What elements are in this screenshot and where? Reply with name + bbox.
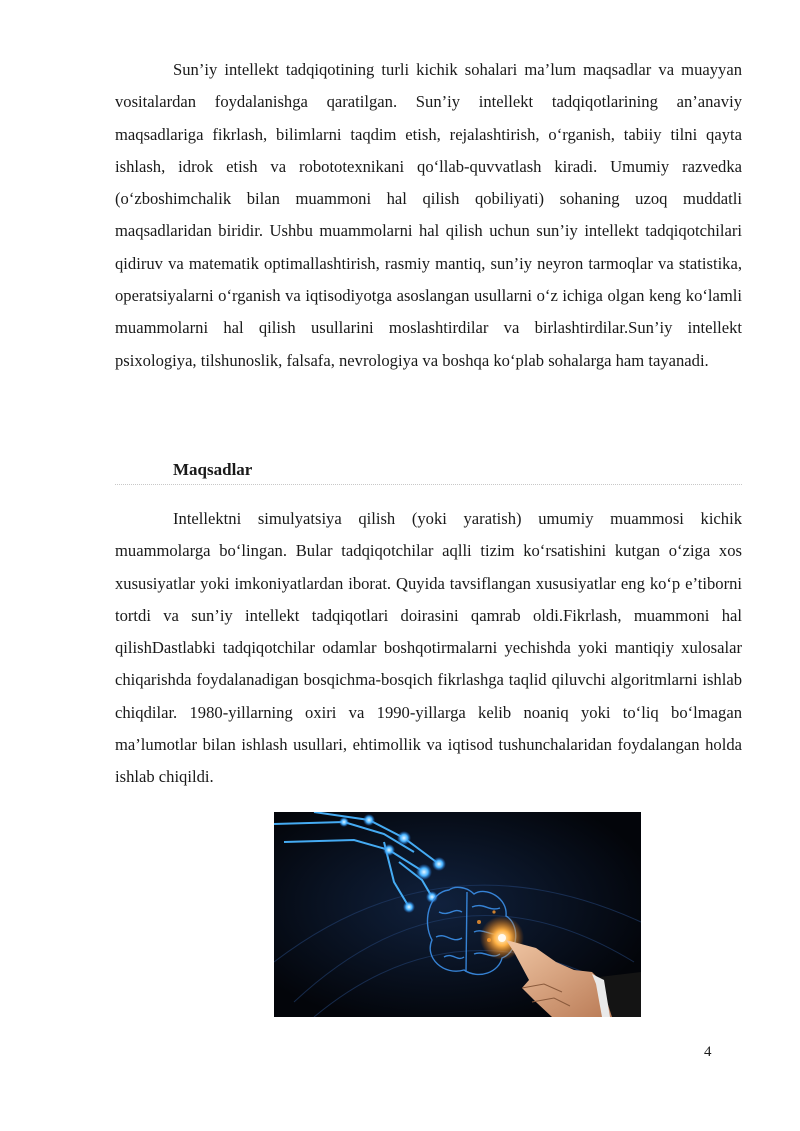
- ai-brain-illustration: [274, 812, 641, 1017]
- page-number: 4: [704, 1044, 712, 1060]
- paragraph-1-text: Sun’iy intellekt tadqiqotining turli kichik sohalari ma’lum maqsadlar va muayyan vositalardan foydalanishga qaratilgan. Sun’iy intellekt tadqiqotlarining an’anaviy maqsadlariga fikrlash, bilimlarni taqdim etish, rejalashtirish, o‘rganish, tabiiy tilni qayta ishlash, idrok etish va robototexnikani qo‘llab-quvvatlash kiradi. Umumiy razvedka (o‘zboshimchalik bilan muammoni hal qilish qobiliyati) sohaning uzoq muddatli maqsadlaridan biridir. Ushbu muammolarni hal qilish uchun sun’iy intellekt tadqiqotchilari qidiruv va matematik optimallashtirish, rasmiy mantiq, sun’iy neyron tarmoqlar va statistika, operatsiyalarni o‘rganish va iqtisodiyotga asoslangan usullarni o‘z ichiga olgan keng ko‘lamli muammolarni hal qilish usullarini moslashtirdilar va birlashtirdilar.Sun’iy intellekt psixologiya, tilshunoslik, falsafa, nevrologiya va boshqa ko‘plab sohalarga ham tayanadi.: [115, 60, 742, 370]
- heading-underline: [115, 484, 742, 485]
- section-heading: Maqsadlar: [173, 460, 253, 479]
- ai-brain-image: [274, 812, 641, 1017]
- paragraph-2-text: Intellektni simulyatsiya qilish (yoki yaratish) umumiy muammosi kichik muammolarga bo‘lingan. Bular tadqiqotchilar aqlli tizim ko‘rsatishini kutgan o‘ziga xos xususiyatlar yoki imkoniyatlardan iborat. Quyida tavsiflangan xususiyatlar eng ko‘p e’tiborni tortdi va sun’iy intellekt tadqiqotlari doirasini qamrab oldi.Fikrlash, muammoni hal qilishDastlabki tadqiqotchilar odamlar boshqotirmalarni yechishda yoki mantiqiy xulosalar chiqarishda foydalanadigan bosqichma-bosqich fikrlashga taqlid qiluvchi algoritmlarni ishlab chiqdilar. 1980-yillarning oxiri va 1990-yillarga kelib noaniq yoki to‘liq bo‘lmagan ma’lumotlar bilan ishlash usullari, ehtimollik va iqtisod tushunchalaridan foydalangan holda ishlab chiqildi.: [115, 509, 742, 787]
- body-paragraph-1: [115, 54, 742, 377]
- body-paragraph-2: [115, 503, 742, 794]
